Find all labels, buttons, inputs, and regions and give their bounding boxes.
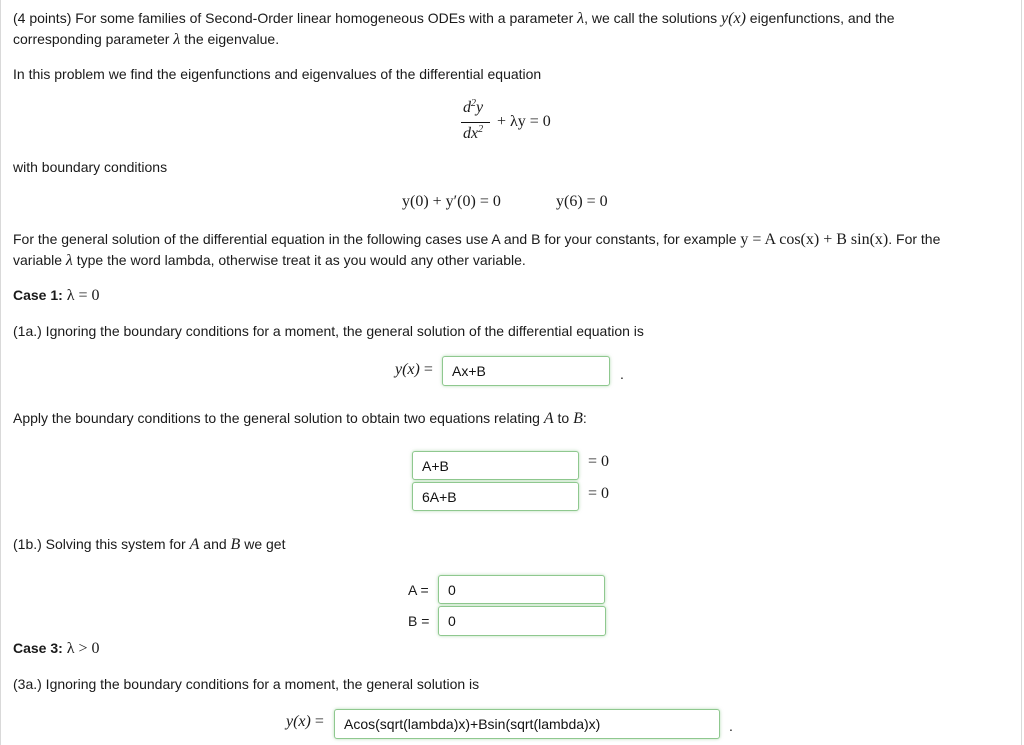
problem-statement: In this problem we find the eigenfunctions and eigenvalues of the differential equation <box>13 66 542 82</box>
example-solution: y = A cos(x) + B sin(x) <box>740 231 889 248</box>
apply-text: to <box>553 410 574 426</box>
answer-3a-input[interactable]: Acos(sqrt(lambda)x)+Bsin(sqrt(lambda)x) <box>334 709 720 739</box>
intro-text: , we call the solutions <box>584 10 722 26</box>
case3-heading <box>13 638 99 659</box>
ode-y: y <box>476 99 484 116</box>
ode-fraction-bar <box>461 122 490 123</box>
general-line-2 <box>13 250 526 271</box>
intro-line-2 <box>13 29 279 50</box>
general-text: variable <box>13 252 66 268</box>
ode-denominator <box>463 125 483 143</box>
q1b-text-part: and <box>199 536 231 552</box>
a-label: A = <box>408 582 429 598</box>
var-b: B <box>230 536 241 553</box>
intro-text: the eigenvalue. <box>180 31 280 47</box>
ode-den-exponent: 2 <box>478 124 484 135</box>
eq1-rhs: = 0 <box>588 453 610 470</box>
general-text: . For the <box>888 231 941 247</box>
case3-condition: λ > 0 <box>66 640 100 657</box>
answer-a-input[interactable]: 0 <box>438 575 605 604</box>
q3a-yx-label: y(x) = <box>286 713 324 730</box>
answer-b-input[interactable]: 0 <box>438 606 606 636</box>
q3a-period: . <box>729 718 733 734</box>
lambda-symbol: λ <box>577 10 585 27</box>
bc-left: y(0) + y′(0) = 0 <box>402 193 501 210</box>
var-a: A <box>543 410 554 427</box>
answer-eq2-input[interactable]: 6A+B <box>412 482 579 511</box>
ode-rest: + λy = 0 <box>497 113 551 130</box>
q3a-text: (3a.) Ignoring the boundary conditions for a moment, the general solution is <box>13 676 480 692</box>
answer-eq1-input[interactable]: A+B <box>412 451 579 480</box>
answer-1a-input[interactable]: Ax+B <box>442 356 610 386</box>
lambda-symbol: λ <box>173 31 181 48</box>
ode-dx: dx <box>463 125 479 142</box>
intro-line-1 <box>13 8 895 29</box>
general-text: type the word lambda, otherwise treat it as you would any other variable. <box>72 252 526 268</box>
q1a-text: (1a.) Ignoring the boundary conditions for a moment, the general solution of the differential equation is <box>13 323 644 339</box>
apply-bc-text <box>13 408 587 429</box>
general-text: For the general solution of the differential equation in the following cases use A and B for your constants, for example <box>13 231 741 247</box>
ode-numerator <box>463 99 483 117</box>
intro-text: eigenfunctions, and the <box>745 10 895 26</box>
intro-text: corresponding parameter <box>13 31 174 47</box>
case1-condition: λ = 0 <box>66 287 100 304</box>
apply-text: Apply the boundary conditions to the general solution to obtain two equations relating <box>13 410 544 426</box>
ode-d: d <box>463 99 471 116</box>
case3-label: Case 3: <box>13 640 67 656</box>
q1b-text-part: (1b.) Solving this system for <box>13 536 190 552</box>
q1a-period: . <box>620 366 624 382</box>
q1b-text-part: we get <box>240 536 286 552</box>
q1a-yx-label: y(x) = <box>395 361 433 378</box>
general-line-1 <box>13 229 940 250</box>
intro-text: (4 points) For some families of Second-Order linear homogeneous ODEs with a parameter <box>13 10 578 26</box>
lambda-symbol: λ <box>65 252 73 269</box>
bc-right: y(6) = 0 <box>556 193 608 210</box>
case1-heading <box>13 285 99 306</box>
b-label: B = <box>408 613 430 629</box>
var-a: A <box>189 536 200 553</box>
yx-symbol: y(x) <box>721 10 746 27</box>
eq2-rhs: = 0 <box>588 485 610 502</box>
bc-label: with boundary conditions <box>13 159 168 175</box>
q1b-text <box>13 534 285 555</box>
var-b: B <box>573 410 583 427</box>
apply-text: : <box>582 410 587 426</box>
case1-label: Case 1: <box>13 287 67 303</box>
ode-num-exponent: 2 <box>471 98 476 109</box>
